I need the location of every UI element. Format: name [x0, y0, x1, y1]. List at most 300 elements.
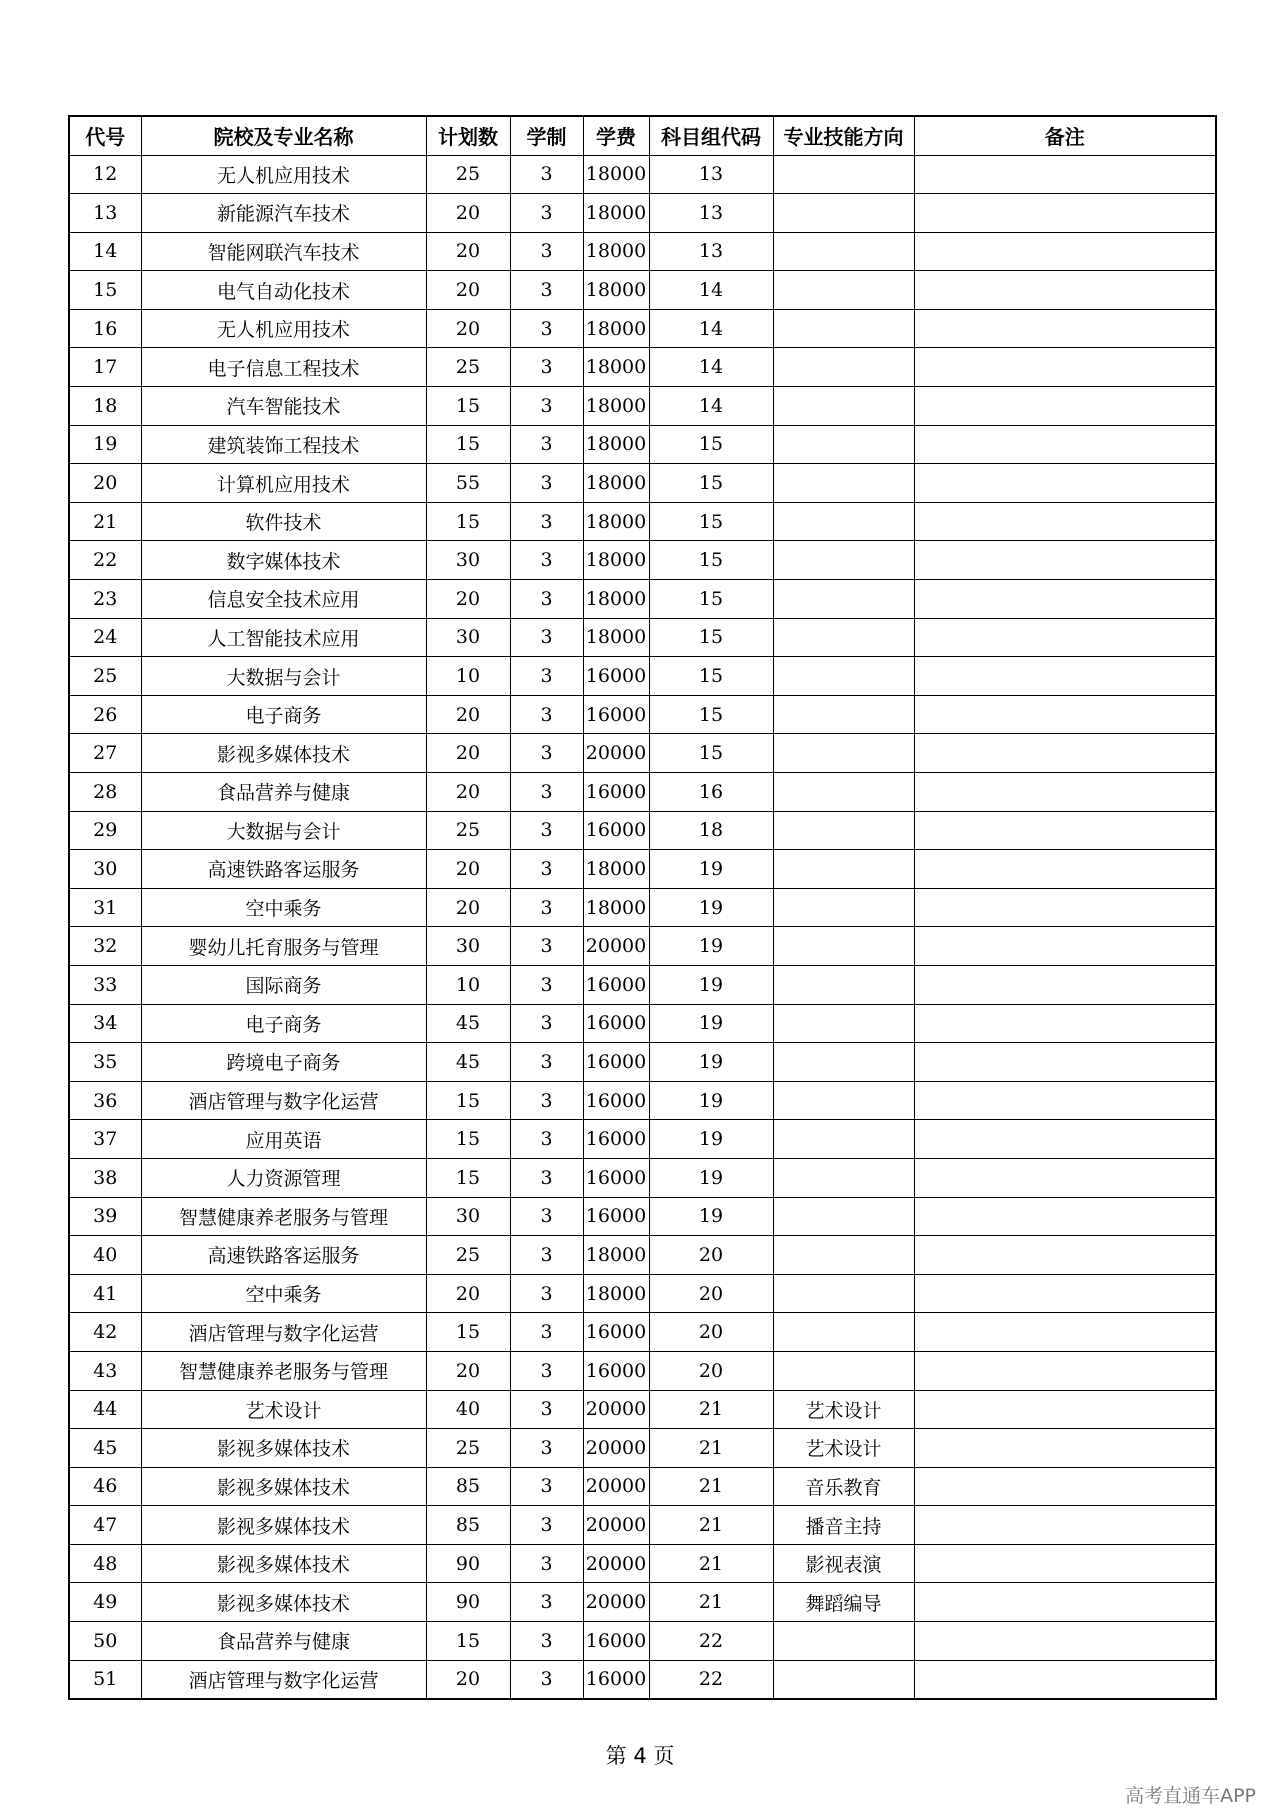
- header-remarks: 备注: [914, 116, 1216, 155]
- cell-skill-direction: 音乐教育: [773, 1467, 914, 1506]
- cell-plan-count: 20: [426, 850, 510, 889]
- table-row: [69, 387, 1216, 426]
- cell-duration: 3: [510, 618, 583, 657]
- cell-tuition: 18000: [583, 309, 649, 348]
- table-row: [69, 309, 1216, 348]
- cell-subject-group-code: 19: [649, 965, 773, 1004]
- table-row: [69, 1544, 1216, 1583]
- cell-plan-count: 90: [426, 1544, 510, 1583]
- cell-major-name: 计算机应用技术: [141, 464, 426, 503]
- cell-duration: 3: [510, 1660, 583, 1699]
- cell-subject-group-code: 19: [649, 888, 773, 927]
- cell-subject-group-code: 14: [649, 348, 773, 387]
- cell-duration: 3: [510, 464, 583, 503]
- cell-plan-count: 20: [426, 232, 510, 271]
- cell-tuition: 16000: [583, 1622, 649, 1661]
- cell-major-name: 食品营养与健康: [141, 1622, 426, 1661]
- cell-remarks: [914, 773, 1216, 812]
- cell-skill-direction: 影视表演: [773, 1544, 914, 1583]
- header-tuition: 学费: [583, 116, 649, 155]
- table-row: [69, 348, 1216, 387]
- cell-tuition: 18000: [583, 541, 649, 580]
- cell-code: 47: [69, 1506, 141, 1545]
- cell-plan-count: 20: [426, 271, 510, 310]
- cell-major-name: 信息安全技术应用: [141, 580, 426, 619]
- cell-duration: 3: [510, 1043, 583, 1082]
- cell-plan-count: 10: [426, 965, 510, 1004]
- table-row: [69, 1274, 1216, 1313]
- table-row: [69, 1081, 1216, 1120]
- cell-duration: 3: [510, 348, 583, 387]
- table-row: [69, 541, 1216, 580]
- cell-plan-count: 20: [426, 773, 510, 812]
- cell-major-name: 智能网联汽车技术: [141, 232, 426, 271]
- cell-major-name: 电子商务: [141, 1004, 426, 1043]
- cell-code: 31: [69, 888, 141, 927]
- cell-tuition: 16000: [583, 1313, 649, 1352]
- cell-tuition: 20000: [583, 1583, 649, 1622]
- cell-skill-direction: [773, 1660, 914, 1699]
- cell-skill-direction: [773, 348, 914, 387]
- header-code: 代号: [69, 116, 141, 155]
- cell-duration: 3: [510, 927, 583, 966]
- cell-subject-group-code: 21: [649, 1506, 773, 1545]
- cell-tuition: 20000: [583, 927, 649, 966]
- cell-plan-count: 20: [426, 888, 510, 927]
- cell-remarks: [914, 194, 1216, 233]
- cell-subject-group-code: 15: [649, 618, 773, 657]
- cell-remarks: [914, 618, 1216, 657]
- cell-code: 36: [69, 1081, 141, 1120]
- table-row: [69, 1236, 1216, 1275]
- cell-duration: 3: [510, 1351, 583, 1390]
- table-row: [69, 271, 1216, 310]
- cell-tuition: 18000: [583, 580, 649, 619]
- cell-major-name: 汽车智能技术: [141, 387, 426, 426]
- cell-major-name: 电子商务: [141, 695, 426, 734]
- cell-plan-count: 20: [426, 734, 510, 773]
- cell-duration: 3: [510, 1467, 583, 1506]
- cell-remarks: [914, 1158, 1216, 1197]
- cell-subject-group-code: 19: [649, 850, 773, 889]
- cell-remarks: [914, 1236, 1216, 1275]
- cell-duration: 3: [510, 1120, 583, 1159]
- cell-skill-direction: [773, 734, 914, 773]
- cell-tuition: 16000: [583, 811, 649, 850]
- cell-skill-direction: [773, 1120, 914, 1159]
- cell-duration: 3: [510, 1429, 583, 1468]
- cell-code: 51: [69, 1660, 141, 1699]
- cell-skill-direction: [773, 850, 914, 889]
- cell-skill-direction: [773, 580, 914, 619]
- cell-plan-count: 15: [426, 1313, 510, 1352]
- cell-skill-direction: 播音主持: [773, 1506, 914, 1545]
- table-row: [69, 734, 1216, 773]
- cell-skill-direction: [773, 155, 914, 194]
- cell-skill-direction: [773, 1313, 914, 1352]
- cell-tuition: 16000: [583, 773, 649, 812]
- cell-major-name: 无人机应用技术: [141, 309, 426, 348]
- cell-tuition: 20000: [583, 1467, 649, 1506]
- header-skill-direction: 专业技能方向: [773, 116, 914, 155]
- cell-major-name: 婴幼儿托育服务与管理: [141, 927, 426, 966]
- cell-major-name: 高速铁路客运服务: [141, 1236, 426, 1275]
- table-row: [69, 1158, 1216, 1197]
- cell-duration: 3: [510, 1236, 583, 1275]
- cell-duration: 3: [510, 1583, 583, 1622]
- table-row: [69, 1043, 1216, 1082]
- cell-duration: 3: [510, 734, 583, 773]
- cell-code: 48: [69, 1544, 141, 1583]
- cell-plan-count: 20: [426, 580, 510, 619]
- cell-skill-direction: 艺术设计: [773, 1429, 914, 1468]
- table-row: [69, 464, 1216, 503]
- cell-subject-group-code: 16: [649, 773, 773, 812]
- cell-subject-group-code: 19: [649, 1004, 773, 1043]
- cell-skill-direction: [773, 927, 914, 966]
- cell-major-name: 大数据与会计: [141, 657, 426, 696]
- cell-subject-group-code: 19: [649, 927, 773, 966]
- cell-plan-count: 45: [426, 1043, 510, 1082]
- cell-tuition: 18000: [583, 1236, 649, 1275]
- table-row: [69, 1506, 1216, 1545]
- table-row: [69, 773, 1216, 812]
- cell-subject-group-code: 22: [649, 1660, 773, 1699]
- cell-skill-direction: [773, 1622, 914, 1661]
- cell-plan-count: 90: [426, 1583, 510, 1622]
- cell-subject-group-code: 19: [649, 1081, 773, 1120]
- cell-skill-direction: [773, 1197, 914, 1236]
- cell-tuition: 20000: [583, 1390, 649, 1429]
- cell-subject-group-code: 21: [649, 1544, 773, 1583]
- cell-tuition: 20000: [583, 1506, 649, 1545]
- cell-major-name: 影视多媒体技术: [141, 1544, 426, 1583]
- cell-remarks: [914, 1506, 1216, 1545]
- cell-tuition: 16000: [583, 1158, 649, 1197]
- cell-subject-group-code: 21: [649, 1390, 773, 1429]
- cell-code: 29: [69, 811, 141, 850]
- cell-tuition: 16000: [583, 657, 649, 696]
- cell-major-name: 高速铁路客运服务: [141, 850, 426, 889]
- cell-code: 23: [69, 580, 141, 619]
- cell-skill-direction: [773, 194, 914, 233]
- cell-subject-group-code: 20: [649, 1274, 773, 1313]
- cell-code: 35: [69, 1043, 141, 1082]
- cell-code: 18: [69, 387, 141, 426]
- cell-tuition: 20000: [583, 734, 649, 773]
- table-row: [69, 425, 1216, 464]
- cell-duration: 3: [510, 850, 583, 889]
- cell-subject-group-code: 15: [649, 541, 773, 580]
- cell-code: 41: [69, 1274, 141, 1313]
- cell-remarks: [914, 927, 1216, 966]
- cell-major-name: 影视多媒体技术: [141, 734, 426, 773]
- cell-remarks: [914, 1120, 1216, 1159]
- cell-major-name: 食品营养与健康: [141, 773, 426, 812]
- cell-plan-count: 15: [426, 425, 510, 464]
- cell-subject-group-code: 20: [649, 1236, 773, 1275]
- cell-skill-direction: [773, 888, 914, 927]
- cell-plan-count: 85: [426, 1467, 510, 1506]
- cell-skill-direction: [773, 271, 914, 310]
- admissions-table: [68, 115, 1217, 1700]
- cell-plan-count: 15: [426, 1622, 510, 1661]
- cell-code: 20: [69, 464, 141, 503]
- cell-major-name: 人工智能技术应用: [141, 618, 426, 657]
- cell-duration: 3: [510, 194, 583, 233]
- cell-code: 24: [69, 618, 141, 657]
- cell-duration: 3: [510, 1158, 583, 1197]
- cell-plan-count: 20: [426, 1660, 510, 1699]
- cell-skill-direction: 艺术设计: [773, 1390, 914, 1429]
- cell-major-name: 影视多媒体技术: [141, 1467, 426, 1506]
- cell-duration: 3: [510, 580, 583, 619]
- cell-remarks: [914, 1660, 1216, 1699]
- cell-tuition: 20000: [583, 1429, 649, 1468]
- table-row: [69, 657, 1216, 696]
- table-body: [69, 155, 1216, 1699]
- cell-duration: 3: [510, 1622, 583, 1661]
- cell-remarks: [914, 1274, 1216, 1313]
- table-row: [69, 888, 1216, 927]
- cell-plan-count: 30: [426, 618, 510, 657]
- table-row: [69, 618, 1216, 657]
- cell-major-name: 智慧健康养老服务与管理: [141, 1197, 426, 1236]
- cell-major-name: 建筑装饰工程技术: [141, 425, 426, 464]
- cell-plan-count: 40: [426, 1390, 510, 1429]
- cell-duration: 3: [510, 502, 583, 541]
- cell-major-name: 艺术设计: [141, 1390, 426, 1429]
- cell-remarks: [914, 464, 1216, 503]
- cell-remarks: [914, 734, 1216, 773]
- watermark: 高考直通车APP: [1125, 1785, 1256, 1807]
- table-row: [69, 1004, 1216, 1043]
- cell-remarks: [914, 155, 1216, 194]
- cell-remarks: [914, 1390, 1216, 1429]
- cell-subject-group-code: 13: [649, 155, 773, 194]
- table-row: [69, 927, 1216, 966]
- cell-tuition: 18000: [583, 194, 649, 233]
- table-row: [69, 1622, 1216, 1661]
- cell-code: 21: [69, 502, 141, 541]
- cell-subject-group-code: 14: [649, 271, 773, 310]
- cell-duration: 3: [510, 811, 583, 850]
- cell-code: 42: [69, 1313, 141, 1352]
- cell-skill-direction: [773, 1081, 914, 1120]
- cell-code: 26: [69, 695, 141, 734]
- cell-subject-group-code: 20: [649, 1313, 773, 1352]
- table-row: [69, 965, 1216, 1004]
- cell-remarks: [914, 348, 1216, 387]
- cell-major-name: 影视多媒体技术: [141, 1506, 426, 1545]
- cell-code: 43: [69, 1351, 141, 1390]
- cell-code: 39: [69, 1197, 141, 1236]
- cell-tuition: 18000: [583, 387, 649, 426]
- cell-major-name: 空中乘务: [141, 888, 426, 927]
- cell-remarks: [914, 1622, 1216, 1661]
- cell-duration: 3: [510, 541, 583, 580]
- cell-duration: 3: [510, 232, 583, 271]
- cell-major-name: 大数据与会计: [141, 811, 426, 850]
- cell-remarks: [914, 1043, 1216, 1082]
- cell-skill-direction: [773, 232, 914, 271]
- cell-remarks: [914, 1313, 1216, 1352]
- table-row: [69, 695, 1216, 734]
- cell-duration: 3: [510, 1313, 583, 1352]
- cell-plan-count: 85: [426, 1506, 510, 1545]
- cell-plan-count: 30: [426, 1197, 510, 1236]
- cell-tuition: 16000: [583, 1081, 649, 1120]
- cell-skill-direction: [773, 1274, 914, 1313]
- cell-duration: 3: [510, 425, 583, 464]
- cell-skill-direction: [773, 965, 914, 1004]
- cell-duration: 3: [510, 1506, 583, 1545]
- cell-skill-direction: [773, 618, 914, 657]
- cell-code: 14: [69, 232, 141, 271]
- cell-major-name: 跨境电子商务: [141, 1043, 426, 1082]
- cell-skill-direction: [773, 502, 914, 541]
- cell-subject-group-code: 15: [649, 657, 773, 696]
- cell-tuition: 18000: [583, 850, 649, 889]
- cell-duration: 3: [510, 1004, 583, 1043]
- cell-duration: 3: [510, 1197, 583, 1236]
- cell-tuition: 16000: [583, 1351, 649, 1390]
- cell-major-name: 酒店管理与数字化运营: [141, 1313, 426, 1352]
- cell-major-name: 应用英语: [141, 1120, 426, 1159]
- cell-code: 49: [69, 1583, 141, 1622]
- cell-remarks: [914, 1429, 1216, 1468]
- cell-plan-count: 25: [426, 811, 510, 850]
- cell-code: 44: [69, 1390, 141, 1429]
- cell-plan-count: 45: [426, 1004, 510, 1043]
- cell-subject-group-code: 19: [649, 1120, 773, 1159]
- cell-code: 37: [69, 1120, 141, 1159]
- cell-tuition: 18000: [583, 464, 649, 503]
- cell-duration: 3: [510, 387, 583, 426]
- cell-subject-group-code: 13: [649, 232, 773, 271]
- cell-subject-group-code: 15: [649, 425, 773, 464]
- cell-plan-count: 15: [426, 502, 510, 541]
- cell-remarks: [914, 811, 1216, 850]
- cell-duration: 3: [510, 271, 583, 310]
- cell-remarks: [914, 502, 1216, 541]
- cell-skill-direction: [773, 1236, 914, 1275]
- cell-major-name: 酒店管理与数字化运营: [141, 1081, 426, 1120]
- cell-subject-group-code: 20: [649, 1351, 773, 1390]
- cell-skill-direction: [773, 387, 914, 426]
- cell-plan-count: 10: [426, 657, 510, 696]
- cell-duration: 3: [510, 1544, 583, 1583]
- cell-subject-group-code: 15: [649, 464, 773, 503]
- header-subject-group-code: 科目组代码: [649, 116, 773, 155]
- cell-tuition: 16000: [583, 1043, 649, 1082]
- cell-plan-count: 20: [426, 1351, 510, 1390]
- cell-code: 16: [69, 309, 141, 348]
- table-row: [69, 1467, 1216, 1506]
- cell-major-name: 影视多媒体技术: [141, 1583, 426, 1622]
- cell-tuition: 16000: [583, 1120, 649, 1159]
- header-major-name: 院校及专业名称: [141, 116, 426, 155]
- cell-plan-count: 20: [426, 194, 510, 233]
- header-plan-count: 计划数: [426, 116, 510, 155]
- cell-subject-group-code: 18: [649, 811, 773, 850]
- cell-tuition: 16000: [583, 1660, 649, 1699]
- cell-duration: 3: [510, 773, 583, 812]
- cell-tuition: 18000: [583, 232, 649, 271]
- cell-tuition: 18000: [583, 1274, 649, 1313]
- cell-skill-direction: [773, 309, 914, 348]
- cell-code: 46: [69, 1467, 141, 1506]
- cell-tuition: 18000: [583, 348, 649, 387]
- cell-tuition: 18000: [583, 271, 649, 310]
- cell-subject-group-code: 15: [649, 502, 773, 541]
- cell-skill-direction: [773, 1158, 914, 1197]
- table-row: [69, 232, 1216, 271]
- cell-code: 15: [69, 271, 141, 310]
- cell-remarks: [914, 1583, 1216, 1622]
- cell-remarks: [914, 271, 1216, 310]
- cell-plan-count: 20: [426, 309, 510, 348]
- cell-code: 38: [69, 1158, 141, 1197]
- cell-code: 32: [69, 927, 141, 966]
- cell-subject-group-code: 19: [649, 1197, 773, 1236]
- cell-plan-count: 15: [426, 387, 510, 426]
- cell-subject-group-code: 14: [649, 309, 773, 348]
- cell-code: 12: [69, 155, 141, 194]
- table-row: [69, 1390, 1216, 1429]
- cell-remarks: [914, 965, 1216, 1004]
- cell-remarks: [914, 1081, 1216, 1120]
- cell-major-name: 无人机应用技术: [141, 155, 426, 194]
- cell-skill-direction: [773, 773, 914, 812]
- cell-skill-direction: [773, 425, 914, 464]
- cell-plan-count: 25: [426, 1236, 510, 1275]
- table-row: [69, 850, 1216, 889]
- cell-code: 50: [69, 1622, 141, 1661]
- cell-remarks: [914, 850, 1216, 889]
- cell-major-name: 数字媒体技术: [141, 541, 426, 580]
- table-row: [69, 1660, 1216, 1699]
- cell-duration: 3: [510, 888, 583, 927]
- cell-major-name: 新能源汽车技术: [141, 194, 426, 233]
- cell-major-name: 国际商务: [141, 965, 426, 1004]
- cell-code: 17: [69, 348, 141, 387]
- cell-remarks: [914, 1467, 1216, 1506]
- cell-subject-group-code: 15: [649, 580, 773, 619]
- cell-tuition: 16000: [583, 1197, 649, 1236]
- table-row: [69, 1120, 1216, 1159]
- cell-subject-group-code: 19: [649, 1158, 773, 1197]
- cell-duration: 3: [510, 1081, 583, 1120]
- cell-skill-direction: [773, 811, 914, 850]
- table-row: [69, 1583, 1216, 1622]
- cell-plan-count: 15: [426, 1081, 510, 1120]
- cell-duration: 3: [510, 657, 583, 696]
- cell-major-name: 电子信息工程技术: [141, 348, 426, 387]
- table-row: [69, 155, 1216, 194]
- cell-code: 30: [69, 850, 141, 889]
- cell-skill-direction: [773, 464, 914, 503]
- cell-plan-count: 20: [426, 695, 510, 734]
- cell-tuition: 20000: [583, 1544, 649, 1583]
- table-row: [69, 811, 1216, 850]
- table-row: [69, 1351, 1216, 1390]
- cell-subject-group-code: 14: [649, 387, 773, 426]
- cell-code: 25: [69, 657, 141, 696]
- cell-major-name: 影视多媒体技术: [141, 1429, 426, 1468]
- cell-duration: 3: [510, 309, 583, 348]
- cell-tuition: 16000: [583, 695, 649, 734]
